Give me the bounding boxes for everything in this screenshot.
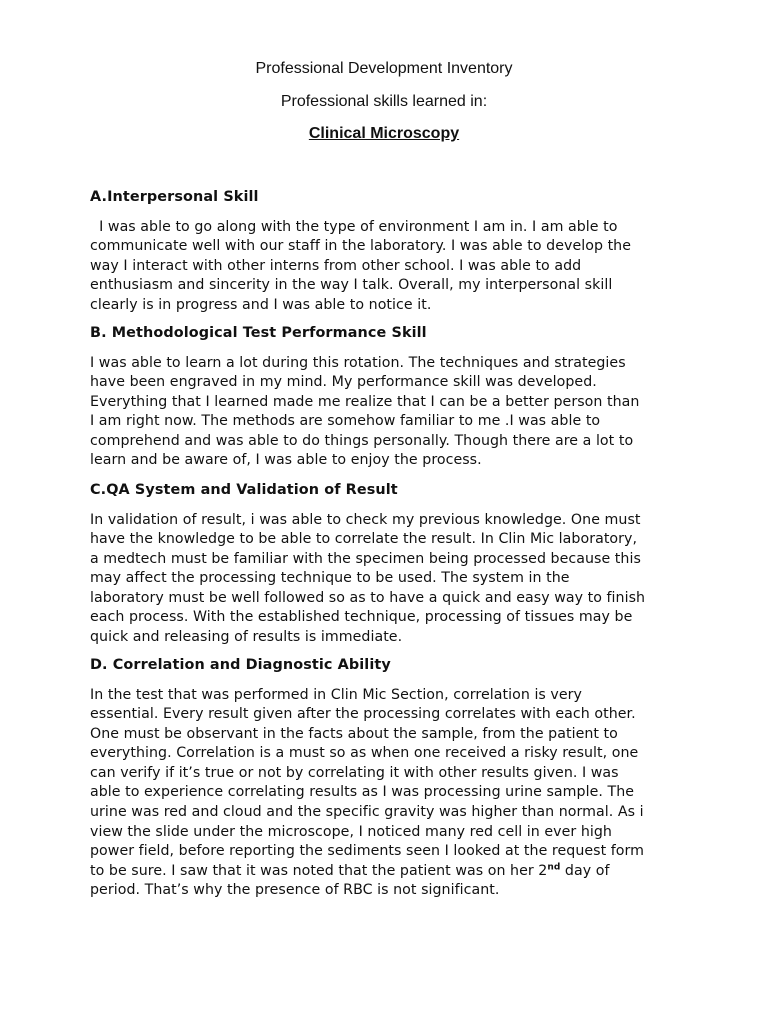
section-body	[90, 218, 680, 316]
text-line: enthusiasm and sincerity in the way I talk. Overall, my interpersonal skill	[90, 277, 613, 294]
document-title: Professional Development Inventory	[255, 60, 513, 77]
text-line: have been engraved in my mind. My performance skill was developed.	[90, 374, 597, 391]
text-line: I was able to learn a lot during this rotation. The techniques and strategies	[90, 354, 626, 371]
text-line: essential. Every result given after the processing correlates with each other.	[90, 706, 636, 723]
text-line: way I interact with other interns from other school. I was able to add	[90, 257, 582, 274]
section-qa-system-validation	[90, 481, 680, 648]
text-line: Everything that I learned made me realize that I can be a better person than	[90, 393, 640, 410]
text-line: everything. Correlation is a must so as when one received a risky result, one	[90, 745, 639, 762]
document-subject: Clinical Microscopy	[308, 125, 460, 142]
section-title: D. Correlation and Diagnostic Ability	[90, 657, 391, 673]
text-line	[90, 862, 680, 882]
text-line: I was able to go along with the type of environment I am in. I am able to	[90, 218, 618, 235]
text-line: laboratory must be well followed so as to have a quick and easy way to finish	[90, 589, 646, 606]
text-line: have the knowledge to be able to correlate the result. In Clin Mic laboratory,	[90, 531, 638, 548]
section-body	[90, 686, 680, 902]
text-line: view the slide under the microscope, I noticed many red cell in ever high	[90, 823, 612, 840]
text-line: each process. With the established technique, processing of tissues may be	[90, 609, 633, 626]
text-line: I am right now. The methods are somehow familiar to me .I was able to	[90, 413, 601, 430]
text-line: urine was red and cloud and the specific gravity was higher than normal. As i	[90, 804, 644, 821]
text-line: quick and releasing of results is immediate.	[90, 629, 403, 646]
text-line: In the test that was performed in Clin Mic Section, correlation is very	[90, 686, 582, 703]
document-subtitle: Professional skills learned in:	[280, 93, 488, 110]
section-title: B. Methodological Test Performance Skill	[90, 325, 427, 341]
text-line: period. That’s why the presence of RBC is not significant.	[90, 882, 500, 899]
text-line: One must be observant in the facts about the sample, from the patient to	[90, 725, 618, 742]
text-line: In validation of result, i was able to check my previous knowledge. One must	[90, 511, 641, 528]
section-body	[90, 354, 680, 472]
section-title: A.Interpersonal Skill	[90, 189, 259, 205]
text-line: able to experience correlating results as I was processing urine sample. The	[90, 784, 635, 801]
section-interpersonal-skill	[90, 188, 680, 315]
text-line: clearly is in progress and I was able to notice it.	[90, 296, 432, 313]
text-line: power field, before reporting the sediments seen I looked at the request form	[90, 843, 645, 860]
ordinal-superscript: nd	[547, 862, 561, 873]
text-span: to be sure. I saw that it was noted that the patient was on her 2	[90, 862, 548, 879]
text-line: comprehend and was able to do things personally. Though there are a lot to	[90, 432, 634, 449]
text-line: learn and be aware of, I was able to enjoy the process.	[90, 452, 482, 469]
text-line: a medtech must be familiar with the specimen being processed because this	[90, 550, 641, 567]
text-line: may affect the processing technique to be used. The system in the	[90, 570, 570, 587]
section-correlation-diagnostic-ability	[90, 656, 680, 901]
section-methodological-test-performance-skill	[90, 324, 680, 471]
section-body	[90, 511, 680, 648]
text-span: day of	[560, 862, 610, 879]
section-title: C.QA System and Validation of Result	[90, 482, 398, 498]
text-line: can verify if it’s true or not by correlating it with other results given. I was	[90, 764, 619, 781]
text-line: communicate well with our staff in the laboratory. I was able to develop the	[90, 238, 631, 255]
